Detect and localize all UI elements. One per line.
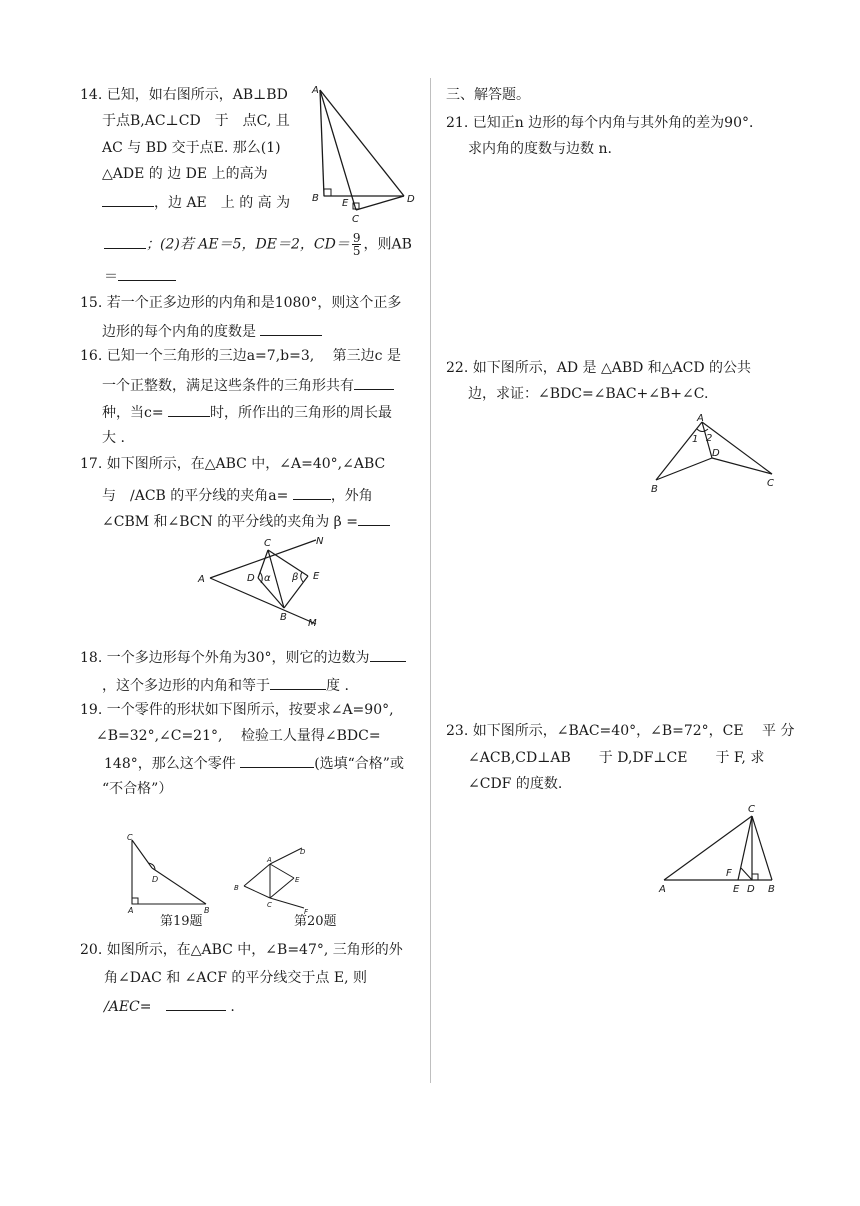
q14-label-d: D — [407, 194, 415, 205]
q23-figure — [654, 802, 784, 894]
q17-line-2 — [102, 485, 373, 505]
q15-line-2-text: 边形的每个内角的度数是 — [102, 324, 256, 340]
q20-label-e: E — [295, 876, 300, 884]
figure-19-caption: 第19题 — [160, 914, 203, 929]
q22-line-2: 边，求证：∠BDC=∠BAC+∠B+∠C. — [468, 386, 709, 402]
q22-line-1: 22. 如下图所示，AD 是 △ABD 和△ACD 的公共 — [446, 360, 752, 376]
q23-label-c: C — [748, 804, 755, 815]
q19-figure — [124, 832, 214, 914]
q14-line-5 — [102, 192, 290, 212]
q14-line-6-text: ；(2)若 AE＝5，DE＝2，CD＝ — [146, 236, 350, 253]
q22-label-c: C — [767, 478, 774, 489]
q14-label-b: B — [312, 193, 319, 204]
q23-label-e: E — [733, 884, 740, 895]
q17-label-b: B — [280, 612, 287, 623]
q20-label-c: C — [267, 901, 272, 909]
q22-label-a: A — [697, 413, 704, 424]
q17-line-2-text: 与 ∕ACB 的平分线的夹角a= — [102, 488, 289, 504]
q19-label-d: D — [152, 875, 159, 884]
q16-answer-blank-2[interactable] — [168, 402, 210, 417]
q14-line-2: 于点B,AC⊥CD 于 点C, 且 — [102, 113, 290, 129]
q23-label-a: A — [659, 884, 666, 895]
q18-answer-blank-2[interactable] — [270, 675, 326, 690]
q19-answer-blank[interactable] — [240, 753, 314, 768]
q17-label-n: N — [316, 536, 324, 547]
q14-answer-blank-1[interactable] — [102, 192, 154, 207]
q17-line-1: 17. 如下图所示，在△ABC 中，∠A=40°,∠ABC — [80, 456, 386, 472]
q19-label-c: C — [127, 833, 133, 842]
q16-line-4: 大 . — [102, 430, 125, 446]
q21-line-2: 求内角的度数与边数 n. — [468, 141, 612, 157]
q20-line-2: 角∠DAC 和 ∠ACF 的平分线交于点 E, 则 — [104, 970, 367, 986]
q22-label-d: D — [712, 448, 720, 459]
q14-fraction — [352, 232, 362, 257]
q18-line-2 — [102, 675, 349, 695]
q19-line-3-text: 148°，那么这个零件 — [104, 756, 236, 772]
q15-answer-blank[interactable] — [260, 321, 322, 336]
q22-label-2: 2 — [706, 433, 713, 444]
q20-answer-blank[interactable] — [166, 996, 226, 1011]
q14-line-6 — [104, 232, 412, 257]
q19-line-4: “不合格”） — [102, 781, 173, 797]
q19-label-a: A — [128, 906, 134, 915]
q15-line-2 — [102, 321, 322, 341]
q14-line-7-text: ＝ — [104, 269, 118, 285]
q17-label-beta: β — [292, 572, 299, 583]
q23-line-1: 23. 如下图所示，∠BAC=40°，∠B=72°，CE 平 分 — [446, 723, 795, 739]
q19-line-1: 19. 一个零件的形状如下图所示，按要求∠A=90°, — [80, 702, 394, 718]
q20-line-3 — [104, 996, 235, 1016]
q14-fraction-numerator: 9 — [352, 231, 361, 245]
q23-line-3: ∠CDF 的度数. — [468, 776, 563, 792]
q18-line-2-tail: 度 . — [326, 678, 349, 694]
q18-line-1-text: 18. 一个多边形每个外角为30°，则它的边数为 — [80, 650, 370, 666]
q17-label-alpha: α — [264, 573, 271, 584]
q17-answer-blank-1[interactable] — [293, 485, 331, 500]
q22-label-1: 1 — [692, 434, 699, 445]
q14-answer-blank-2[interactable] — [104, 234, 146, 249]
q16-line-2 — [102, 375, 394, 395]
q17-label-m: M — [308, 618, 317, 629]
q14-label-e: E — [342, 198, 349, 209]
q17-answer-blank-2[interactable] — [358, 511, 390, 526]
q15-line-1: 15. 若一个正多边形的内角和是1080°，则这个正多 — [80, 295, 402, 311]
q20-line-3-tail: . — [230, 999, 235, 1015]
q16-line-2-text: 一个正整数，满足这些条件的三角形共有 — [102, 378, 354, 394]
q21-line-1: 21. 已知正n 边形的每个内角与其外角的差为90°． — [446, 115, 763, 131]
q14-label-a: A — [312, 85, 319, 96]
q20-line-3-text: ∕AEC= — [104, 999, 152, 1015]
q14-fraction-denominator: 5 — [352, 244, 361, 258]
figure-20-caption: 第20题 — [294, 914, 337, 929]
q19-line-2: ∠B=32°,∠C=21°, 检验工人量得∠BDC= — [96, 728, 381, 744]
q14-line-7 — [104, 266, 176, 286]
q17-label-e: E — [313, 571, 320, 582]
column-divider — [430, 78, 431, 1083]
q18-line-1 — [80, 647, 406, 667]
q16-line-3-text: 种，当c= — [102, 405, 164, 421]
q19-line-3 — [104, 753, 404, 773]
q17-label-d: D — [247, 573, 255, 584]
q14-line-4: △ADE 的 边 DE 上的高为 — [102, 166, 268, 182]
q20-label-b: B — [234, 884, 239, 892]
q14-answer-blank-3[interactable] — [118, 266, 176, 281]
section-3-heading: 三、解答题。 — [446, 87, 530, 103]
q20-line-1: 20. 如图所示，在△ABC 中，∠B=47°, 三角形的外 — [80, 942, 403, 958]
q22-label-b: B — [651, 484, 658, 495]
q22-figure — [646, 410, 784, 494]
q23-label-d: D — [747, 884, 755, 895]
q18-line-2-text: ，这个多边形的内角和等于 — [102, 678, 270, 694]
q16-line-1: 16. 已知一个三角形的三边a=7,b=3, 第三边c 是 — [80, 348, 401, 364]
q17-figure — [196, 536, 336, 628]
q20-label-f: F — [304, 908, 309, 916]
q19-line-3-tail: (选填“合格”或 — [314, 756, 404, 772]
q14-line-6-tail: ，则AB — [363, 236, 412, 253]
q16-answer-blank-1[interactable] — [354, 375, 394, 390]
q17-line-3-text: ∠CBM 和∠BCN 的平分线的夹角为 β = — [102, 514, 358, 530]
q14-line-3: AC 与 BD 交于点E. 那么(1) — [102, 140, 281, 156]
q23-line-2: ∠ACB,CD⊥AB 于 D,DF⊥CE 于 F, 求 — [468, 750, 765, 766]
q14-line-1: 14. 已知，如右图所示，AB⊥BD — [80, 87, 288, 103]
q20-label-a: A — [267, 856, 272, 864]
q17-line-3 — [102, 511, 390, 531]
q16-line-3 — [102, 402, 392, 422]
q14-label-c: C — [352, 214, 359, 225]
q14-line-5-text: ，边 AE 上 的 高 为 — [154, 195, 291, 211]
q23-label-b: B — [768, 884, 775, 895]
q17-label-a: A — [198, 574, 205, 585]
q23-label-f: F — [726, 868, 732, 879]
q17-label-c: C — [264, 538, 271, 549]
q16-line-3-tail: 时，所作出的三角形的周长最 — [210, 405, 393, 421]
q18-answer-blank-1[interactable] — [370, 647, 406, 662]
q19-label-b: B — [204, 906, 210, 915]
q20-label-d: D — [300, 848, 306, 856]
q20-figure — [232, 844, 312, 914]
q17-line-2-tail: ，外角 — [330, 488, 373, 504]
q14-figure — [300, 82, 425, 227]
